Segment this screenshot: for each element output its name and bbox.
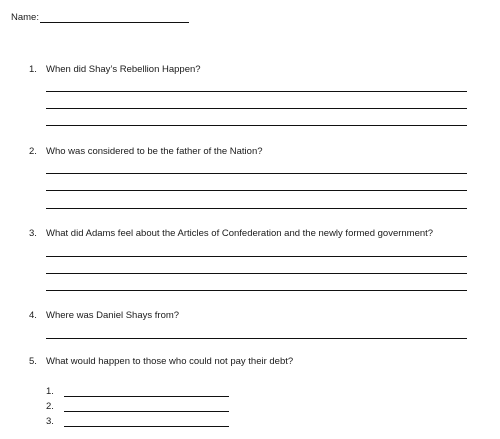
answer-line-1b[interactable] [46, 108, 467, 109]
name-label: Name: [11, 12, 39, 23]
question-text: Where was Daniel Shays from? [46, 310, 180, 321]
question-text: Who was considered to be the father of the Nation? [46, 146, 263, 157]
sub-item-number: 3. [46, 416, 54, 427]
answer-line-1c[interactable] [46, 125, 467, 126]
answer-line-2b[interactable] [46, 190, 467, 191]
answer-line-3b[interactable] [46, 273, 467, 274]
question-3 [29, 228, 433, 240]
question-5 [29, 356, 293, 368]
sub-item-number: 2. [46, 401, 54, 412]
question-text: When did Shay’s Rebellion Happen? [46, 64, 201, 75]
answer-line-2a[interactable] [46, 173, 467, 174]
sub-item-answer-line[interactable] [64, 426, 229, 427]
question-1 [29, 64, 201, 76]
question-text: What would happen to those who could not pay their debt? [46, 356, 294, 367]
name-answer-line[interactable] [40, 22, 189, 23]
question-4 [29, 310, 179, 322]
sub-item-3 [46, 416, 229, 428]
question-text: What did Adams feel about the Articles of Confederation and the newly formed government? [46, 228, 434, 239]
question-number: 2. [29, 146, 37, 157]
question-2 [29, 146, 263, 158]
answer-line-3c[interactable] [46, 290, 467, 291]
question-number: 3. [29, 228, 37, 239]
answer-line-4a[interactable] [46, 338, 467, 339]
sub-item-1 [46, 386, 229, 398]
answer-line-1a[interactable] [46, 91, 467, 92]
answer-line-3a[interactable] [46, 256, 467, 257]
question-number: 4. [29, 310, 37, 321]
sub-item-2 [46, 401, 229, 413]
question-number: 1. [29, 64, 37, 75]
answer-line-2c[interactable] [46, 208, 467, 209]
question-number: 5. [29, 356, 37, 367]
sub-item-answer-line[interactable] [64, 396, 229, 397]
sub-item-answer-line[interactable] [64, 411, 229, 412]
sub-item-number: 1. [46, 386, 54, 397]
name-row [11, 10, 189, 24]
